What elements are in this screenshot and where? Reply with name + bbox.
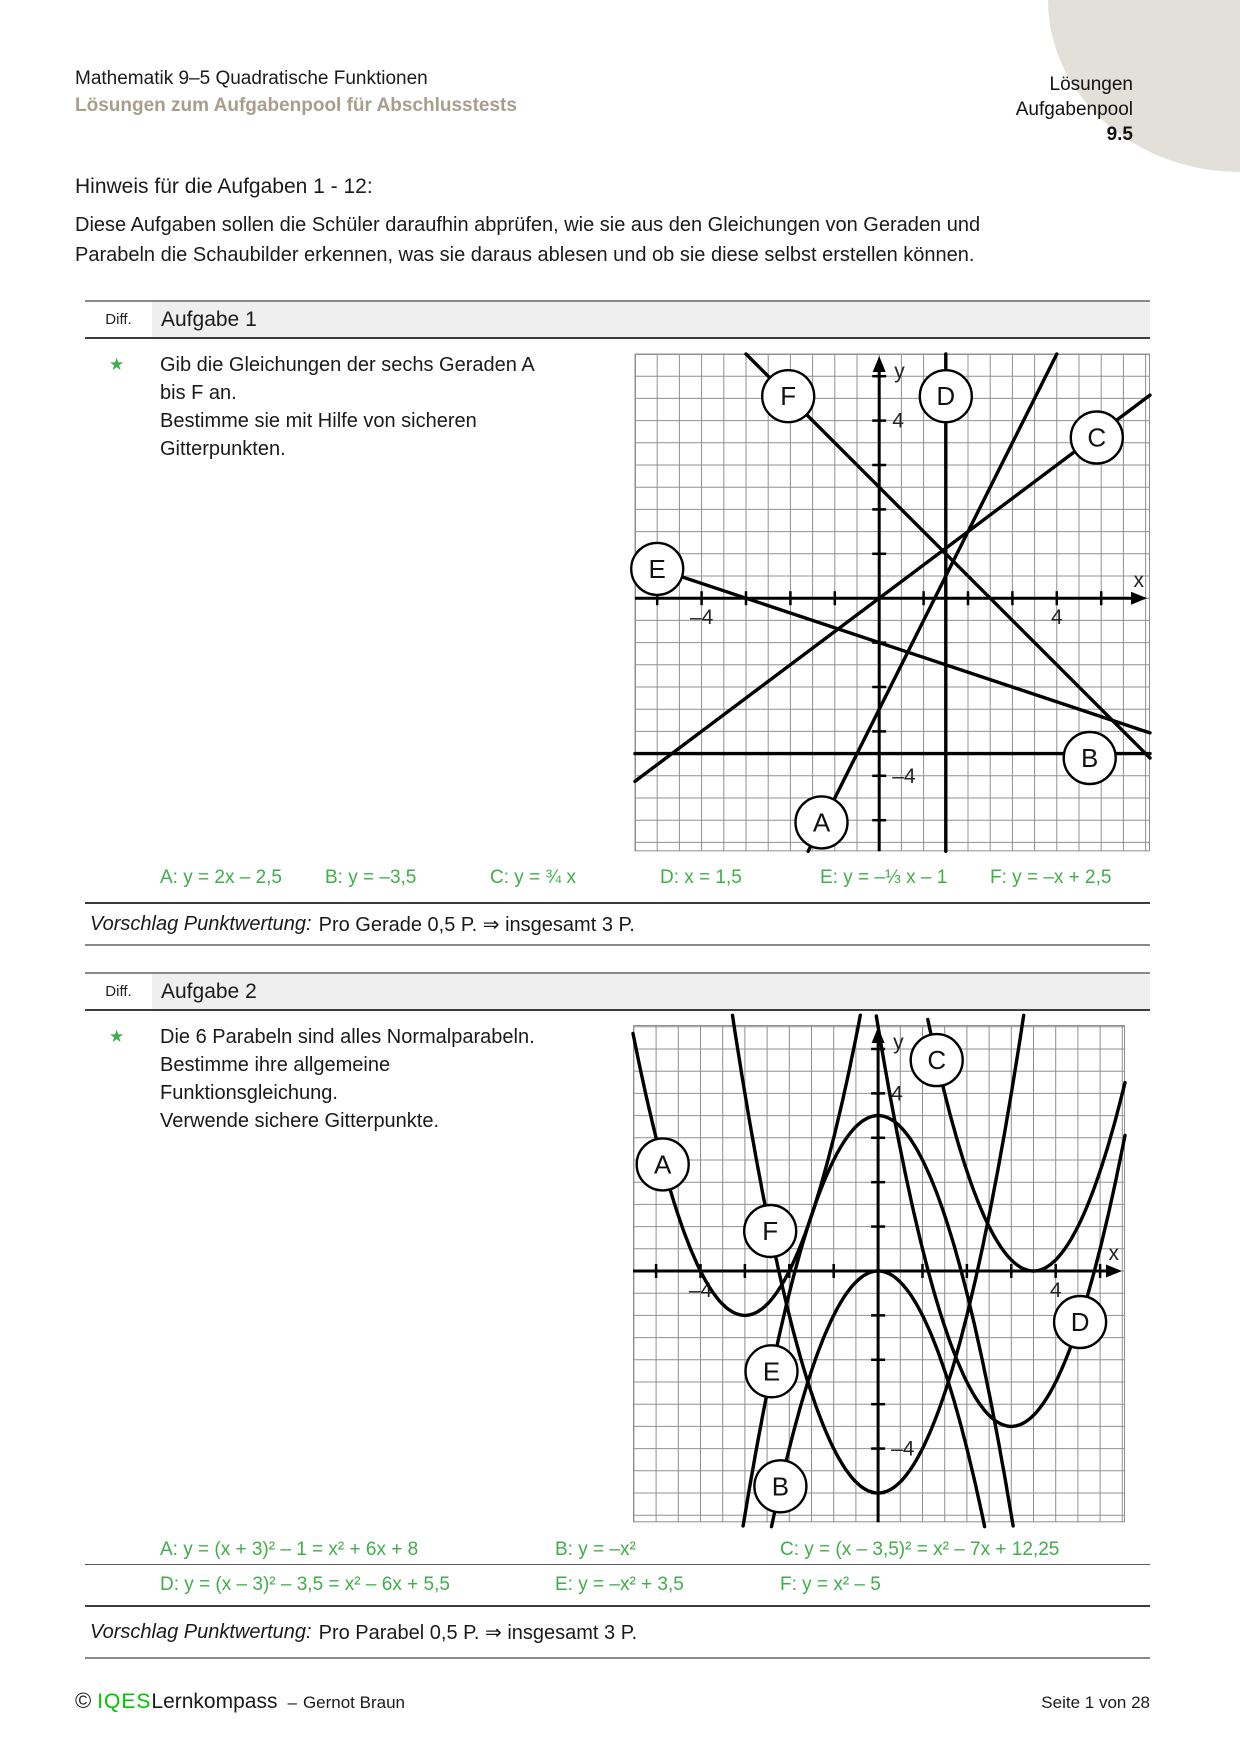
svg-text:E: E	[762, 1356, 781, 1387]
answer-parabola-b: B: y = –x²	[555, 1538, 636, 1560]
svg-text:–4: –4	[892, 764, 916, 788]
svg-text:x: x	[1133, 569, 1145, 593]
answer-line-d: D: x = 1,5	[660, 867, 742, 888]
task-2-title: Aufgabe 2	[152, 974, 1150, 1009]
page-footer	[75, 1688, 1150, 1714]
graph-2-container	[633, 1025, 1125, 1522]
answer-parabola-c: C: y = (x – 3,5)² = x² – 7x + 12,25	[780, 1538, 1060, 1560]
svg-text:–4: –4	[891, 1437, 915, 1461]
answer-parabola-f: F: y = x² – 5	[780, 1574, 881, 1595]
svg-text:A: A	[654, 1149, 672, 1180]
svg-text:4: 4	[1050, 606, 1063, 630]
svg-text:E: E	[648, 553, 666, 584]
svg-text:D: D	[936, 381, 956, 412]
scoring-text: Pro Gerade 0,5 P. ⇒ insgesamt 3 P.	[318, 913, 635, 936]
footer-brand-iqes: IQES	[97, 1690, 152, 1713]
answer-line-a: A: y = 2x – 2,5	[160, 867, 282, 888]
hint-paragraph	[75, 210, 1150, 270]
difficulty-star-icon: ★	[109, 355, 125, 374]
svg-text:4: 4	[892, 409, 904, 433]
graph-1-container	[635, 354, 1150, 851]
svg-text:4: 4	[891, 1082, 903, 1106]
svg-text:F: F	[762, 1215, 779, 1246]
task-1-instruction-2: Bestimme sie mit Hilfe von sicheren Gitterpunkten.	[160, 410, 477, 460]
svg-text:y: y	[893, 1030, 904, 1054]
difficulty-star-icon: ★	[109, 1027, 125, 1046]
corner-line-aufgabenpool: Aufgabenpool	[1015, 99, 1133, 120]
parabolas-graph	[633, 1025, 1125, 1522]
svg-text:D: D	[1070, 1306, 1090, 1337]
answer-line-f: F: y = –x + 2,5	[990, 867, 1112, 888]
corner-line-number: 9.5	[1106, 124, 1133, 145]
task-2-instruction-2: Bestimme ihre allgemeine Funktionsgleichung.	[160, 1054, 391, 1104]
answer-line-b: B: y = –3,5	[325, 867, 417, 888]
task-2-instruction-1: Die 6 Parabeln sind alles Normalparabeln.	[160, 1026, 535, 1048]
task-1-instructions	[160, 351, 560, 463]
task-2-answers-row-2	[85, 1565, 1150, 1605]
svg-text:B: B	[1081, 742, 1099, 773]
task-1-header-row	[85, 300, 1150, 339]
diff-column-header: Diff.	[105, 983, 132, 1000]
copyright-icon: ©	[75, 1688, 92, 1713]
task-1-body	[85, 339, 1150, 902]
scoring-text: Pro Parabel 0,5 P. ⇒ insgesamt 3 P.	[318, 1621, 638, 1644]
corner-line-loesungen: Lösungen	[1049, 74, 1133, 95]
hint-line-1: Diese Aufgaben sollen die Schüler daraufhin abprüfen, wie sie aus den Gleichungen von Geraden und	[75, 214, 981, 236]
task-1-instruction-1: Gib die Gleichungen der sechs Geraden A bis F an.	[160, 354, 534, 404]
svg-text:y: y	[894, 359, 905, 383]
svg-text:4: 4	[1049, 1278, 1062, 1302]
svg-text:x: x	[1108, 1241, 1119, 1265]
corner-tab-text	[1016, 72, 1133, 147]
footer-author: Gernot Braun	[302, 1693, 405, 1712]
svg-text:–4: –4	[689, 606, 714, 630]
document-subtitle: Lösungen zum Aufgabenpool für Abschlusstests	[75, 95, 517, 116]
svg-text:F: F	[780, 381, 797, 412]
task-2-scoring-note	[85, 1605, 1150, 1659]
hint-line-2: Parabeln die Schaubilder erkennen, was sie daraus ablesen und ob sie diese selbst erstellen können.	[75, 244, 975, 266]
page-number: Seite 1 von 28	[1041, 1693, 1150, 1712]
scoring-label: Vorschlag Punktwertung:	[90, 1620, 312, 1643]
svg-text:C: C	[927, 1045, 947, 1076]
svg-text:–4: –4	[688, 1278, 713, 1302]
hint-heading: Hinweis für die Aufgaben 1 - 12:	[75, 175, 373, 198]
answer-parabola-e: E: y = –x² + 3,5	[555, 1574, 684, 1595]
task-table-1	[85, 300, 1150, 946]
footer-brand-lernkompass: Lernkompass	[151, 1690, 278, 1713]
task-2-body	[85, 1011, 1150, 1535]
task-1-title: Aufgabe 1	[152, 302, 1150, 337]
answer-line-c: C: y = ¾ x	[490, 867, 577, 888]
task-2-header-row	[85, 972, 1150, 1011]
task-1-scoring-note	[85, 902, 1150, 946]
task-1-answers-row	[160, 861, 1150, 895]
svg-text:A: A	[812, 807, 831, 838]
lines-graph	[635, 354, 1150, 851]
document-title: Mathematik 9–5 Quadratische Funktionen	[75, 68, 428, 89]
task-2-instructions	[160, 1023, 560, 1135]
answer-line-e: E: y = –⅓ x – 1	[820, 867, 948, 888]
svg-text:B: B	[771, 1471, 790, 1502]
diff-column-header: Diff.	[105, 311, 132, 328]
footer-dash: –	[287, 1693, 297, 1712]
answer-parabola-a: A: y = (x + 3)² – 1 = x² + 6x + 8	[160, 1538, 419, 1560]
scoring-label: Vorschlag Punktwertung:	[90, 912, 312, 935]
answer-parabola-d: D: y = (x – 3)² – 3,5 = x² – 6x + 5,5	[160, 1574, 450, 1595]
task-2-instruction-3: Verwende sichere Gitterpunkte.	[160, 1110, 440, 1132]
task-2-answers-row-1	[85, 1535, 1150, 1565]
task-table-2	[85, 972, 1150, 1659]
svg-text:C: C	[1087, 422, 1107, 453]
